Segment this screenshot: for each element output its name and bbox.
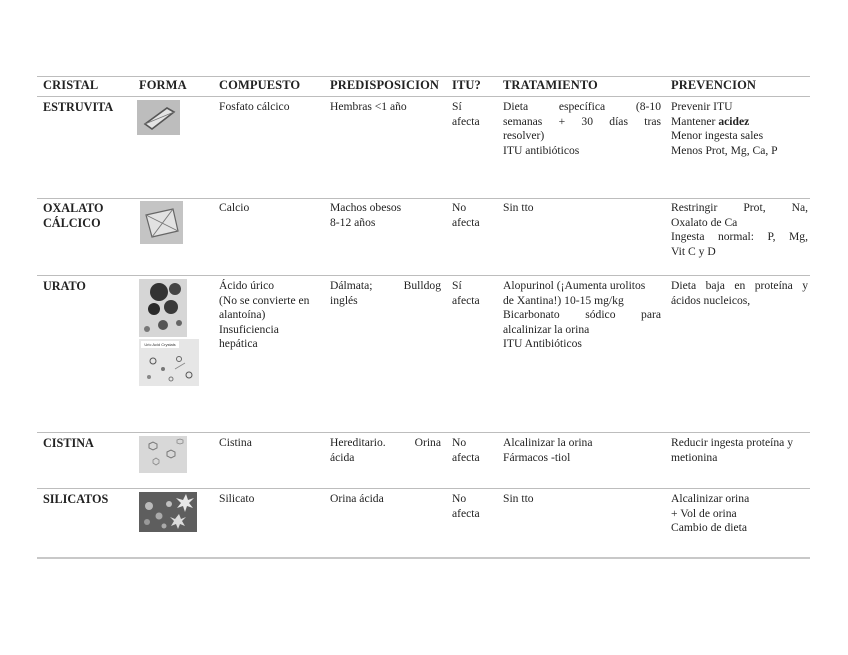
prevencion: Dieta baja en proteína y ácidos nucleicos, <box>671 279 808 307</box>
tratamiento: Sin tto <box>503 201 534 214</box>
compuesto: Calcio <box>219 201 250 214</box>
tratamiento: Dieta específica (8-10 semanas + 30 días tras resolver) ITU antibióticos <box>503 100 661 157</box>
itu: No afecta <box>452 492 480 520</box>
predisposicion: Dálmata; Bulldog inglés <box>330 279 441 307</box>
prevencion: Restringir Prot, Na, Oxalato de Ca Ingesta normal: P, Mg, Vit C y D <box>671 201 808 258</box>
itu: Sí afecta <box>452 100 480 128</box>
itu: No afecta <box>452 436 480 464</box>
cristal-name: CISTINA <box>43 436 94 450</box>
rule-row-4 <box>37 488 810 489</box>
header-predisposicion: PREDISPOSICION <box>330 78 440 92</box>
header-prevencion: PREVENCION <box>671 78 757 92</box>
itu: No afecta <box>452 201 480 229</box>
calcium-oxalate-crystal-icon <box>140 201 183 244</box>
header-cristal: CRISTAL <box>43 78 99 92</box>
rule-top <box>37 76 810 77</box>
compuesto: Ácido úrico (No se convierte en alantoína) Insuficiencia hepática <box>219 279 310 351</box>
header-tratamiento: TRATAMIENTO <box>503 78 598 92</box>
header-compuesto: COMPUESTO <box>219 78 301 92</box>
cystine-crystal-icon <box>139 436 187 473</box>
rule-row-1 <box>37 198 810 199</box>
header-itu: ITU? <box>452 78 481 92</box>
compuesto: Cistina <box>219 436 252 449</box>
predisposicion: Hembras <1 año <box>330 100 407 113</box>
cristal-name: ESTRUVITA <box>43 100 114 114</box>
silicate-crystal-icon <box>139 492 197 532</box>
predisposicion: Hereditario. Orina ácida <box>330 436 441 464</box>
rule-row-2 <box>37 275 810 276</box>
cristal-name: URATO <box>43 279 86 293</box>
cristal-name: SILICATOS <box>43 492 109 506</box>
rule-header <box>37 96 810 97</box>
itu: Sí afecta <box>452 279 480 307</box>
urate-crystal-icon <box>139 279 187 337</box>
predisposicion: Machos obesos 8-12 años <box>330 201 402 229</box>
compuesto: Silicato <box>219 492 255 505</box>
rule-bottom <box>37 557 810 559</box>
uric-acid-crystals-icon <box>139 339 199 386</box>
prevencion: Prevenir ITU Mantener acidez Menor ingesta sales Menos Prot, Mg, Ca, P <box>671 100 778 157</box>
tratamiento: Alcalinizar la orina Fármacos -tiol <box>503 436 593 464</box>
tratamiento: Alopurinol (¡Aumenta urolitos de Xantina!) 10-15 mg/kg Bicarbonato sódico para alcalinizar la orina ITU Antibióticos <box>503 279 661 351</box>
prevencion: Reducir ingesta proteína y metionina <box>671 436 794 464</box>
compuesto: Fosfato cálcico <box>219 100 290 113</box>
header-forma: FORMA <box>139 78 187 92</box>
prevencion: Alcalinizar orina + Vol de orina Cambio de dieta <box>671 492 750 535</box>
image-caption: Uric Acid Crystals <box>141 341 179 348</box>
cristal-name: OXALATO CÁLCICO <box>43 201 104 230</box>
rule-row-3 <box>37 432 810 433</box>
tratamiento: Sin tto <box>503 492 534 505</box>
predisposicion: Orina ácida <box>330 492 384 505</box>
struvite-crystal-icon <box>137 100 180 135</box>
